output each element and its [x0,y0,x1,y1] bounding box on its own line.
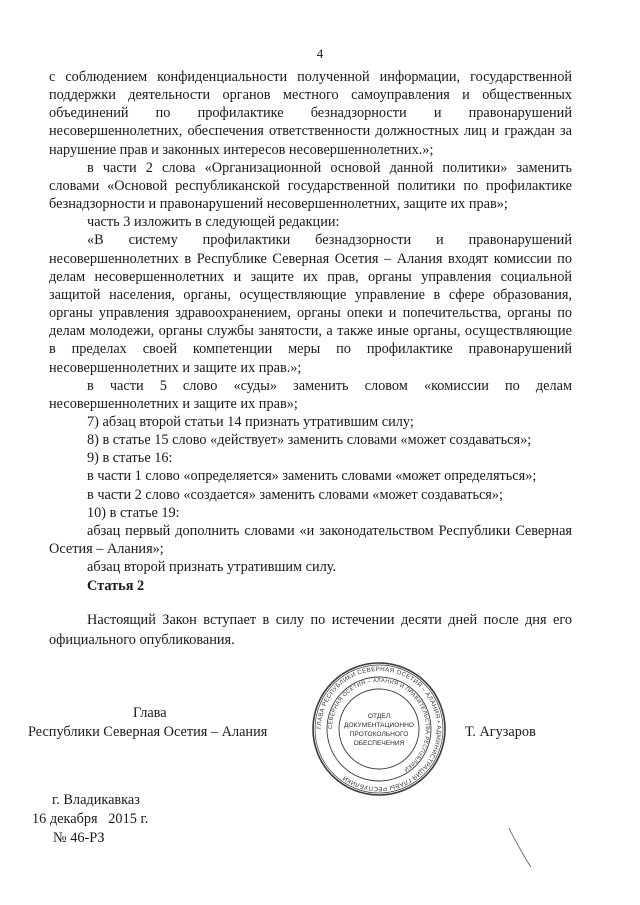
article-heading: Статья 2 [87,578,145,594]
seal-center-line: ОТДЕЛ [367,713,391,720]
paragraph: в части 5 слово «суды» заменить словом «комиссии по делам несовершеннолетних и защите их прав»; [49,377,572,412]
paragraph: 9) в статье 16: [87,450,173,467]
pen-mark [505,825,535,870]
seal-center-line: ДОКУМЕНТАЦИОННО [344,722,414,729]
paragraph: в части 2 слова «Организационной основой данной политики» заменить словами «Основой республиканской государственной политики по профилактике безнадзорности и правонарушений несовершеннолетних, защите их прав»; [49,159,572,213]
paragraph: в части 2 слово «создается» заменить словами «может создаваться»; [87,486,504,503]
paragraph: 7) абзац второй статьи 14 признать утратившим силу; [87,413,414,430]
article-body [49,610,572,650]
signing-place: г. Владикавказ [52,792,140,808]
article-paragraph: Настоящий Закон вступает в силу по истечении десяти дней после дня его официального опубликования. [49,612,572,648]
paragraph: часть 3 изложить в следующей редакции: [87,214,340,231]
seal-inner-text: СЕВЕРНАЯ ОСЕТИЯ – АЛАНИЯ И ПРАВИТЕЛЬСТВА РЕСПУБЛИКИ [327,677,431,773]
paragraph: «В систему профилактики безнадзорности и правонарушений несовершеннолетних в Республике Северная Осетия – Алания входят комиссии по делам несовершеннолетних и защите их прав, органы управления социальной защитой населения, органы, осуществляющие управление в сфере образования, органы управления здравоохранением, органы опеки и попечительства, органы по делам молодежи, органы службы занятости, а также иные органы, осуществляющие в пределах своей компетенции меры по профилактике правонарушений несовершеннолетних и защите их прав.»; [49,232,572,376]
seal-center-line: ПРОТОКОЛЬНОГО [349,731,409,738]
paragraph: абзац первый дополнить словами «и законодательством Республики Северная Осетия – Алания»; [49,522,572,558]
signature-title: Глава [133,705,167,721]
law-number: № 46-РЗ [53,830,105,846]
official-seal [310,660,448,798]
paragraph: абзац второй признать утратившим силу. [87,559,337,576]
seal-outer-text: ГЛАВА РЕСПУБЛИКИ СЕВЕРНАЯ ОСЕТИЯ – АЛАНИЯ • АДМИНИСТРАЦИЯ ГЛАВЫ РЕСПУБЛИКИ [315,665,443,793]
paragraph: в части 1 слово «определяется» заменить словами «может определяться»; [87,468,537,485]
page-number: 4 [316,46,324,61]
document-body [49,68,572,576]
svg-text:ГЛАВА РЕСПУБЛИКИ СЕВЕРНАЯ ОСЕТ [316,666,442,792]
seal-center-line: ОБЕСПЕЧЕНИЯ [353,740,405,747]
paragraph: с соблюдением конфиденциальности полученной информации, государственной поддержки деятельности органов местного самоуправления и общественных объединений по профилактике безнадзорности и правонарушений несовершеннолетних, обеспечения ответственности должностных лиц и граждан за нарушение прав и законных интересов несовершеннолетних.»; [49,69,572,158]
signing-date: 16 декабря 2015 г. [32,811,149,827]
signature-region: Республики Северная Осетия – Алания [28,724,268,740]
signatory-name: Т. Агузаров [465,724,536,740]
paragraph: 10) в статье 19: [87,504,180,521]
paragraph: 8) в статье 15 слово «действует» заменить словами «может создаваться»; [87,432,532,449]
